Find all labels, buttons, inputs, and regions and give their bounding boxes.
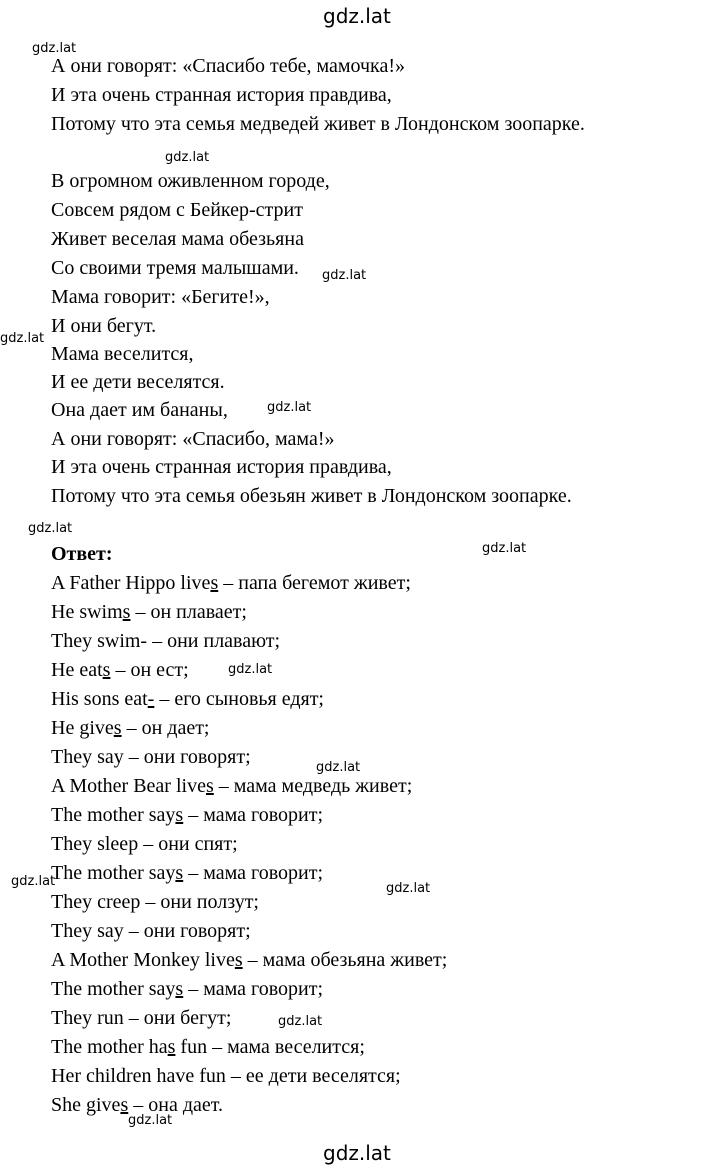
- poem-line: И ее дети веселятся.: [51, 371, 225, 393]
- answer-line-translation: – он ест;: [110, 659, 189, 681]
- answer-line: [51, 977, 323, 1001]
- answer-line-translation: – мама медведь живет;: [213, 775, 413, 797]
- answer-line: [51, 600, 247, 624]
- answer-line-translation: – он плавает;: [130, 601, 247, 623]
- watermark: gdz.lat: [128, 1113, 173, 1128]
- answer-line: [51, 745, 251, 769]
- watermark: gdz.lat: [267, 400, 312, 415]
- answer-line: [51, 1035, 365, 1059]
- answer-line-text: A Mother Monkey live: [51, 949, 235, 971]
- watermark: gdz.lat: [316, 760, 361, 775]
- watermark: gdz.lat: [11, 874, 56, 889]
- underlined-ending: s: [175, 978, 184, 1000]
- poem-line: И эта очень странная история правдива,: [51, 84, 392, 106]
- answer-line-translation: – его сыновья едят;: [154, 688, 324, 710]
- poem-line: Потому что эта семья обезьян живет в Лондонском зоопарке.: [51, 485, 572, 507]
- answer-line-translation: – мама говорит;: [183, 804, 324, 826]
- watermark: gdz.lat: [28, 521, 73, 536]
- answer-line: [51, 658, 189, 682]
- answer-line-text: His sons eat: [51, 688, 148, 710]
- poem-line: Мама веселится,: [51, 343, 194, 365]
- answer-line-text: She give: [51, 1094, 121, 1116]
- footer-watermark: gdz.lat: [323, 1141, 391, 1165]
- answer-line-text: They say – они говорят;: [51, 746, 251, 768]
- answer-line: [51, 948, 447, 972]
- answer-line-text: The mother say: [51, 862, 176, 884]
- answer-line: [51, 629, 280, 653]
- answer-line-text: They run – они бегут;: [51, 1007, 232, 1029]
- answer-line: [51, 1093, 223, 1117]
- poem-line: Она дает им бананы,: [51, 399, 228, 421]
- answer-line: [51, 890, 259, 914]
- answer-line-text: He swim: [51, 601, 123, 623]
- answer-line: [51, 861, 323, 885]
- answer-line-text: They creep – они ползут;: [51, 891, 259, 913]
- answer-line-text: He give: [51, 717, 114, 739]
- underlined-ending: -: [147, 688, 155, 710]
- underlined-ending: s: [175, 862, 184, 884]
- poem-line: И эта очень странная история правдива,: [51, 456, 392, 478]
- underlined-ending: s: [102, 659, 111, 681]
- watermark: gdz.lat: [278, 1014, 323, 1029]
- poem-line: Мама говорит: «Бегите!»,: [51, 286, 270, 308]
- answer-line-text: Her children have fun – ее дети веселятся;: [51, 1065, 401, 1087]
- poem-line: Потому что эта семья медведей живет в Лондонском зоопарке.: [51, 113, 585, 135]
- watermark: gdz.lat: [32, 41, 77, 56]
- answer-line: [51, 687, 324, 711]
- answer-line: [51, 716, 210, 740]
- answer-line-text: He eat: [51, 659, 103, 681]
- answer-line-text: A Father Hippo live: [51, 572, 211, 594]
- poem-line: А они говорят: «Спасибо тебе, мамочка!»: [51, 55, 405, 77]
- answer-line-translation: – мама говорит;: [183, 862, 324, 884]
- answer-line-translation: – она дает.: [128, 1094, 223, 1116]
- poem-line: И они бегут.: [51, 315, 157, 337]
- poem-line: А они говорят: «Спасибо, мама!»: [51, 428, 335, 450]
- answer-heading: Ответ:: [51, 543, 113, 565]
- answer-line-translation: – он дает;: [121, 717, 210, 739]
- answer-line-text: The mother say: [51, 978, 176, 1000]
- answer-line: [51, 1064, 401, 1088]
- underlined-ending: s: [210, 572, 219, 594]
- answer-line-text: The mother ha: [51, 1036, 168, 1058]
- underlined-ending: s: [205, 775, 214, 797]
- answer-line-translation: – папа бегемот живет;: [218, 572, 411, 594]
- answer-line: [51, 832, 238, 856]
- underlined-ending: s: [167, 1036, 176, 1058]
- answer-line-translation: fun – мама веселится;: [175, 1036, 365, 1058]
- watermark: gdz.lat: [0, 331, 45, 346]
- answer-line-text: The mother say: [51, 804, 176, 826]
- answer-line-text: They swim- – они плавают;: [51, 630, 281, 652]
- poem-line: Со своими тремя малышами.: [51, 257, 299, 279]
- underlined-ending: s: [234, 949, 243, 971]
- answer-line: [51, 774, 412, 798]
- poem-line: Живет веселая мама обезьяна: [51, 228, 304, 250]
- poem-line: В огромном оживленном городе,: [51, 170, 330, 192]
- watermark: gdz.lat: [322, 268, 367, 283]
- answer-line: [51, 1006, 231, 1030]
- header-watermark: gdz.lat: [323, 4, 391, 28]
- underlined-ending: s: [175, 804, 184, 826]
- answer-line: [51, 803, 323, 827]
- watermark: gdz.lat: [482, 541, 527, 556]
- answer-line-translation: – мама обезьяна живет;: [242, 949, 448, 971]
- answer-line-text: They sleep – они спят;: [51, 833, 238, 855]
- watermark: gdz.lat: [386, 881, 431, 896]
- watermark: gdz.lat: [165, 150, 210, 165]
- watermark: gdz.lat: [228, 662, 273, 677]
- answer-line-text: They say – они говорят;: [51, 920, 251, 942]
- underlined-ending: s: [122, 601, 131, 623]
- poem-line: Совсем рядом с Бейкер-стрит: [51, 199, 303, 221]
- answer-line-translation: – мама говорит;: [183, 978, 324, 1000]
- underlined-ending: s: [120, 1094, 129, 1116]
- answer-line: [51, 571, 411, 595]
- answer-line-text: A Mother Bear live: [51, 775, 206, 797]
- underlined-ending: s: [113, 717, 122, 739]
- answer-line: [51, 919, 251, 943]
